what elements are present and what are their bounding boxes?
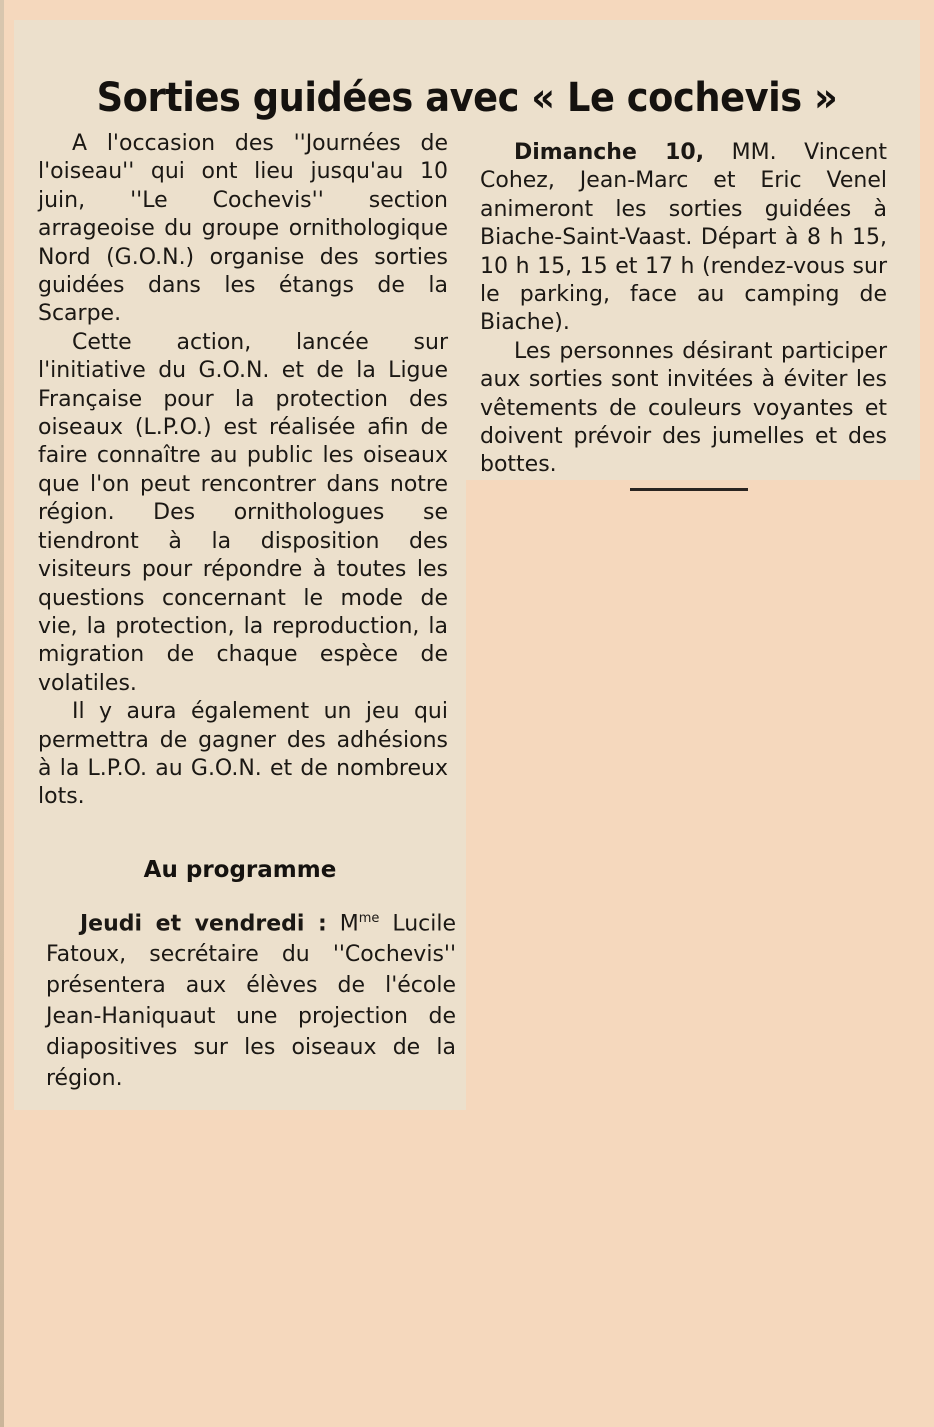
paragraph-thursday: [46, 903, 456, 1094]
end-rule: [630, 488, 748, 491]
scan-edge: [0, 0, 4, 1427]
left-column: [38, 130, 448, 812]
paragraph-sunday: [480, 139, 887, 338]
left-column-programme: [46, 903, 456, 1094]
subhead-programme: Au programme: [143, 857, 337, 883]
paragraph-game: Il y aura également un jeu qui permettra de gagner des adhésions à la L.P.O. au G.O.N. et de nombreux lots.: [38, 699, 448, 810]
sunday-lead: Dimanche 10,: [514, 140, 705, 165]
headline: Sorties guidées avec « Le cochevis »: [96, 74, 838, 121]
right-column: [480, 139, 887, 480]
thursday-lead: Jeudi et vendredi :: [80, 911, 327, 937]
paragraph-action: Cette action, lancée sur l'initiative du G.O.N. et de la Ligue Française pour la protection des oiseaux (L.P.O.) est réalisée afin de faire connaître au public les oiseaux que l'on peut rencontrer dans notre région. Des ornithologues se tiendront à la disposition des visiteurs pour répondre à toutes les questions concernant le mode de vie, la protection, la reproduction, la migration de chaque espèce de volatiles.: [38, 329, 448, 696]
paragraph-closing: Les personnes désirant participer aux sorties sont invitées à éviter les vêtements de couleurs voyantes et doivent prévoir des jumelles et des bottes.: [480, 338, 887, 478]
paragraph-intro: A l'occasion des ''Journées de l'oiseau'' qui ont lieu jusqu'au 10 juin, ''Le Cochevis'' section arrageoise du groupe ornithologique Nord (G.O.N.) organise des sorties guidées dans les étangs de la Scarpe.: [38, 131, 448, 327]
sunday-text: MM. Vincent Cohez, Jean-Marc et Eric Venel animeront les sorties guidées à Biache-Saint-Vaast. Départ à 8 h 15, 10 h 15, 15 et 17 h (rendez-vous sur le parking, face au camping de Biache).: [480, 140, 888, 336]
title-sup: me: [358, 911, 380, 926]
thursday-text: Lucile Fatoux, secrétaire du ''Cochevis'' présentera aux élèves de l'école Jean-Haniquaut une projection de diapositives sur les oiseaux de la région.: [46, 911, 456, 1092]
title-prefix: M: [339, 911, 359, 937]
